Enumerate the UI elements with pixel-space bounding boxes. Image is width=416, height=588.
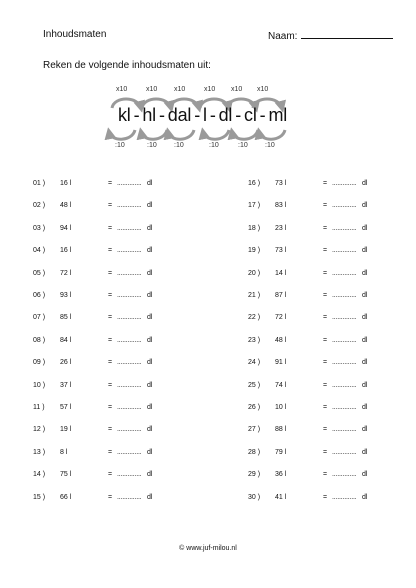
equals-sign: =: [108, 180, 113, 187]
answer-blank[interactable]: ..............: [117, 336, 142, 344]
answer-blank[interactable]: ..............: [332, 359, 357, 367]
name-label: Naam:: [268, 31, 298, 42]
exercise-value: 41 l: [275, 493, 287, 501]
exercise-value: 75 l: [60, 471, 72, 479]
exercise-number: 21 ): [248, 292, 261, 299]
equals-sign: =: [108, 269, 113, 277]
unit-kl: kl: [117, 105, 131, 125]
unit-hl: hl: [142, 105, 156, 125]
answer-blank[interactable]: ..............: [117, 180, 142, 187]
exercise-value: 73 l: [275, 180, 287, 187]
multiply-label: x10: [257, 86, 269, 93]
answer-unit: dl: [147, 381, 153, 389]
answer-unit: dl: [362, 404, 368, 411]
answer-blank[interactable]: ..............: [117, 448, 142, 456]
unit-l: l: [203, 105, 207, 125]
exercise-value: 73 l: [275, 247, 287, 255]
unit-separator: -: [158, 105, 165, 125]
divide-arrow: [232, 130, 258, 139]
answer-blank[interactable]: ..............: [332, 247, 357, 255]
exercise-number: 02 ): [33, 202, 46, 210]
exercise-number: 08 ): [33, 336, 46, 344]
answer-blank[interactable]: ..............: [332, 448, 357, 456]
answer-blank[interactable]: ..............: [332, 336, 357, 344]
multiply-label: x10: [204, 86, 216, 93]
answer-blank[interactable]: ..............: [332, 224, 357, 232]
exercise-number: 04 ): [33, 247, 46, 255]
exercise-value: 57 l: [60, 404, 72, 411]
equals-sign: =: [108, 471, 113, 479]
equals-sign: =: [108, 292, 113, 299]
exercise-value: 79 l: [275, 448, 287, 456]
answer-blank[interactable]: ..............: [332, 404, 357, 411]
exercise-value: 87 l: [275, 292, 287, 299]
exercise-number: 30 ): [248, 493, 261, 501]
answer-unit: dl: [362, 448, 368, 456]
name-blank-line: [301, 29, 393, 39]
unit-separator: -: [209, 105, 216, 125]
exercise-value: 8 l: [60, 448, 68, 456]
exercise-number: 06 ): [33, 292, 46, 299]
exercise-number: 01 ): [33, 180, 46, 187]
equals-sign: =: [323, 493, 328, 501]
answer-unit: dl: [147, 202, 153, 210]
answer-unit: dl: [147, 314, 153, 322]
unit-cl: cl: [244, 105, 257, 125]
answer-unit: dl: [147, 224, 153, 232]
equals-sign: =: [108, 493, 113, 501]
answer-blank[interactable]: ..............: [117, 247, 142, 255]
answer-blank[interactable]: ..............: [332, 180, 357, 187]
exercise-value: 66 l: [60, 493, 72, 501]
exercise-value: 48 l: [60, 202, 72, 210]
exercise-value: 10 l: [275, 404, 287, 411]
exercise-value: 74 l: [275, 381, 287, 389]
exercise-number: 23 ): [248, 336, 261, 344]
exercise-value: 94 l: [60, 224, 72, 232]
divide-arrow: [109, 130, 135, 139]
answer-blank[interactable]: ..............: [332, 426, 357, 434]
exercise-value: 48 l: [275, 336, 287, 344]
exercise-number: 28 ): [248, 448, 261, 456]
answer-blank[interactable]: ..............: [332, 471, 357, 479]
exercise-value: 19 l: [60, 426, 72, 434]
divide-label: :10: [209, 142, 219, 149]
divide-arrow: [203, 130, 229, 139]
answer-unit: dl: [362, 314, 368, 322]
answer-unit: dl: [362, 180, 368, 187]
answer-blank[interactable]: ..............: [332, 202, 357, 210]
multiply-label: x10: [146, 86, 158, 93]
answer-unit: dl: [362, 269, 368, 277]
answer-blank[interactable]: ..............: [117, 381, 142, 389]
equals-sign: =: [323, 247, 328, 255]
exercise-number: 19 ): [248, 247, 261, 255]
exercise-value: 14 l: [275, 269, 287, 277]
exercise-number: 10 ): [33, 381, 46, 389]
name-field: [268, 29, 393, 42]
equals-sign: =: [108, 314, 113, 322]
answer-unit: dl: [362, 359, 368, 367]
answer-blank[interactable]: ..............: [332, 493, 357, 501]
worksheet-title: Inhoudsmaten: [43, 29, 107, 40]
answer-unit: dl: [147, 359, 153, 367]
divide-label: :10: [115, 142, 125, 149]
exercise-value: 16 l: [60, 247, 72, 255]
unit-ml: ml: [268, 105, 288, 125]
equals-sign: =: [323, 224, 328, 232]
exercise-number: 03 ): [33, 224, 46, 232]
multiply-label: x10: [116, 86, 128, 93]
exercise-value: 26 l: [60, 359, 72, 367]
multiply-label: x10: [174, 86, 186, 93]
exercise-number: 29 ): [248, 471, 261, 479]
exercise-number: 27 ): [248, 426, 261, 434]
equals-sign: =: [108, 247, 113, 255]
answer-unit: dl: [147, 336, 153, 344]
answer-unit: dl: [147, 471, 153, 479]
answer-blank[interactable]: ..............: [117, 404, 142, 411]
unit-dal: dal: [167, 105, 192, 125]
answer-blank[interactable]: ..............: [117, 359, 142, 367]
unit-separator: -: [194, 105, 200, 125]
equals-sign: =: [108, 448, 113, 456]
exercise-number: 26 ): [248, 404, 261, 411]
equals-sign: =: [323, 180, 328, 187]
exercise-number: 25 ): [248, 381, 261, 389]
divide-arrow: [168, 130, 194, 139]
answer-unit: dl: [147, 292, 153, 299]
exercise-number: 05 ): [33, 269, 46, 277]
divide-arrow: [141, 130, 167, 139]
exercise-number: 11 ): [33, 404, 45, 411]
equals-sign: =: [323, 202, 328, 210]
exercise-value: 23 l: [275, 224, 287, 232]
answer-blank[interactable]: ..............: [117, 292, 142, 299]
unit-separator: -: [235, 105, 242, 125]
exercise-number: 18 ): [248, 224, 261, 232]
exercise-value: 36 l: [275, 471, 287, 479]
footer-credit: © www.juf-milou.nl: [179, 545, 237, 552]
answer-blank[interactable]: ..............: [117, 269, 142, 277]
exercise-number: 12 ): [33, 426, 46, 434]
divide-label: :10: [265, 142, 275, 149]
exercise-number: 15 ): [33, 493, 46, 501]
instruction-text: Reken de volgende inhoudsmaten uit:: [43, 60, 211, 71]
unit-sequence: [95, 105, 310, 126]
equals-sign: =: [323, 269, 328, 277]
answer-unit: dl: [147, 426, 153, 434]
answer-unit: dl: [362, 426, 368, 434]
exercise-value: 72 l: [275, 314, 287, 322]
divide-label: :10: [238, 142, 248, 149]
answer-blank[interactable]: ..............: [332, 381, 357, 389]
equals-sign: =: [323, 426, 328, 434]
exercise-number: 16 ): [248, 180, 261, 187]
answer-unit: dl: [362, 381, 368, 389]
exercise-number: 07 ): [33, 314, 46, 322]
unit-dl: dl: [218, 105, 233, 125]
answer-blank[interactable]: ..............: [117, 471, 142, 479]
exercise-value: 91 l: [275, 359, 287, 367]
answer-blank[interactable]: ..............: [117, 224, 142, 232]
answer-unit: dl: [362, 247, 368, 255]
exercise-value: 93 l: [60, 292, 72, 299]
divide-label: :10: [174, 142, 184, 149]
answer-blank[interactable]: ..............: [332, 292, 357, 299]
exercise-number: 17 ): [248, 202, 261, 210]
answer-unit: dl: [147, 404, 153, 411]
exercise-value: 16 l: [60, 180, 72, 187]
answer-blank[interactable]: ..............: [117, 426, 142, 434]
exercise-value: 84 l: [60, 336, 72, 344]
answer-blank[interactable]: ..............: [117, 202, 142, 210]
divide-arrow: [259, 130, 285, 139]
exercise-value: 88 l: [275, 426, 287, 434]
answer-unit: dl: [362, 202, 368, 210]
answer-unit: dl: [147, 247, 153, 255]
exercise-number: 09 ): [33, 359, 46, 367]
equals-sign: =: [323, 314, 328, 322]
exercise-number: 14 ): [33, 471, 46, 479]
equals-sign: =: [323, 381, 328, 389]
exercise-value: 85 l: [60, 314, 72, 322]
answer-unit: dl: [147, 493, 153, 501]
equals-sign: =: [108, 359, 113, 367]
equals-sign: =: [323, 448, 328, 456]
unit-separator: -: [259, 105, 266, 125]
exercise-value: 37 l: [60, 381, 72, 389]
equals-sign: =: [323, 404, 328, 411]
answer-unit: dl: [362, 224, 368, 232]
equals-sign: =: [108, 224, 113, 232]
answer-blank[interactable]: ..............: [117, 314, 142, 322]
answer-unit: dl: [362, 493, 368, 501]
answer-unit: dl: [362, 471, 368, 479]
equals-sign: =: [108, 336, 113, 344]
answer-unit: dl: [147, 448, 153, 456]
unit-separator: -: [133, 105, 140, 125]
answer-unit: dl: [147, 180, 153, 187]
equals-sign: =: [323, 292, 328, 299]
equals-sign: =: [323, 336, 328, 344]
divide-label: :10: [147, 142, 157, 149]
answer-unit: dl: [362, 292, 368, 299]
equals-sign: =: [108, 381, 113, 389]
exercise-number: 24 ): [248, 359, 261, 367]
exercise-number: 20 ): [248, 269, 261, 277]
equals-sign: =: [323, 359, 328, 367]
equals-sign: =: [323, 471, 328, 479]
equals-sign: =: [108, 426, 113, 434]
answer-blank[interactable]: ..............: [117, 493, 142, 501]
answer-blank[interactable]: ..............: [332, 314, 357, 322]
answer-unit: dl: [147, 269, 153, 277]
answer-unit: dl: [362, 336, 368, 344]
exercise-number: 22 ): [248, 314, 261, 322]
exercise-value: 72 l: [60, 269, 72, 277]
multiply-label: x10: [231, 86, 243, 93]
exercise-number: 13 ): [33, 448, 46, 456]
equals-sign: =: [108, 404, 113, 411]
equals-sign: =: [108, 202, 113, 210]
exercise-value: 83 l: [275, 202, 287, 210]
conversion-diagram: [95, 88, 310, 154]
answer-blank[interactable]: ..............: [332, 269, 357, 277]
